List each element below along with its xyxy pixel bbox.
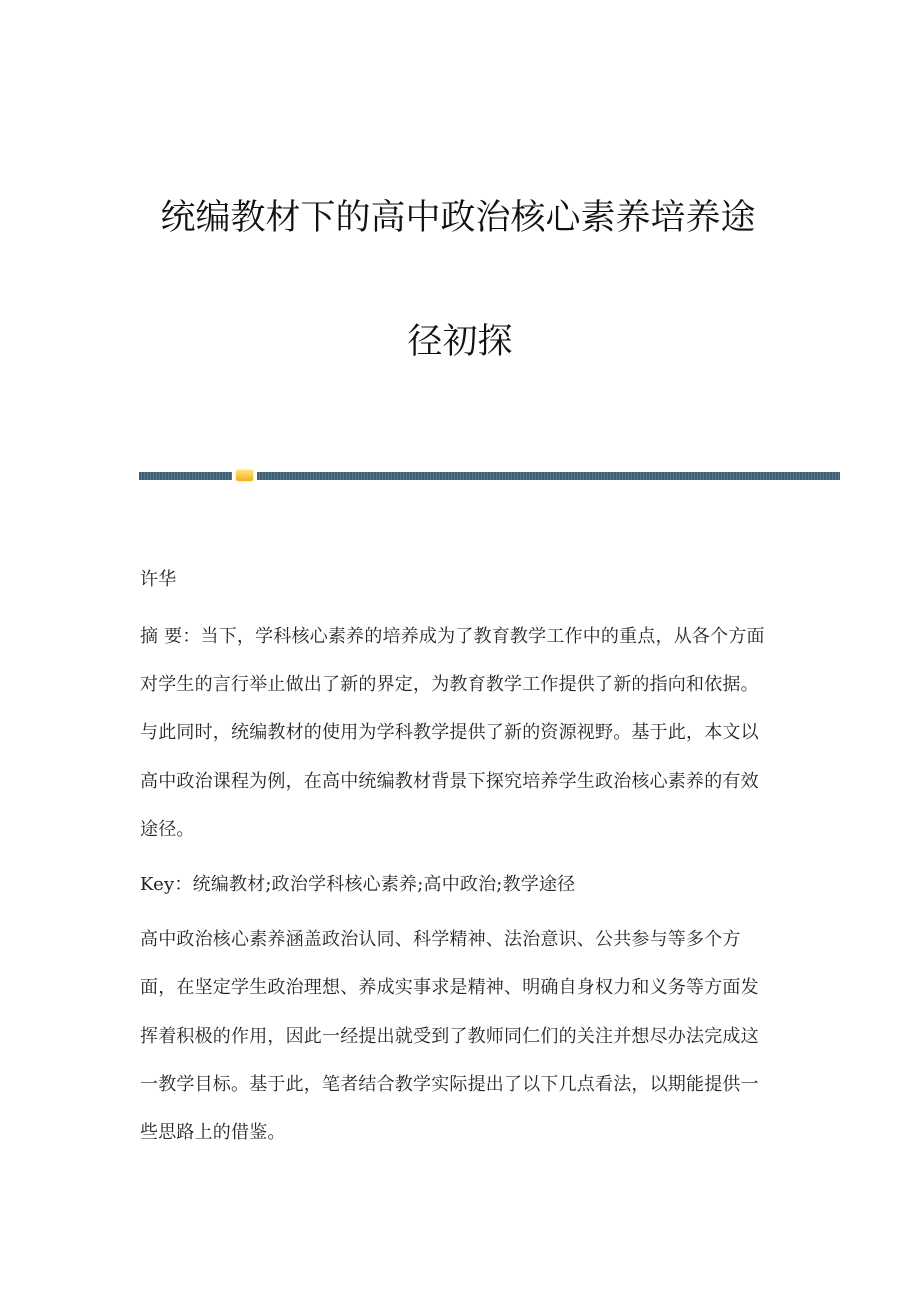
abstract-line: 高中政治课程为例，在高中统编教材背景下探究培养学生政治核心素养的有效 xyxy=(140,771,759,792)
body-line: 一教学目标。基于此，笔者结合教学实际提出了以下几点看法，以期能提供一 xyxy=(140,1074,759,1095)
body-line: 高中政治核心素养涵盖政治认同、科学精神、法治意识、公共参与等多个方 xyxy=(140,929,741,950)
document-title-line-2: 径初探 xyxy=(407,322,513,362)
abstract-line: 途径。 xyxy=(140,819,195,840)
abstract-line: 摘 要：当下，学科核心素养的培养成为了教育教学工作中的重点，从各个方面 xyxy=(140,626,765,647)
title-divider-left xyxy=(139,472,232,480)
body-line: 挥着积极的作用，因此一经提出就受到了教师同仁们的关注并想尽办法完成这 xyxy=(140,1026,759,1047)
title-divider-right xyxy=(257,472,840,480)
document-title-line-1: 统编教材下的高中政治核心素养培养途 xyxy=(160,198,756,238)
body-line: 面，在坚定学生政治理想、养成实事求是精神、明确自身权力和义务等方面发 xyxy=(140,977,759,998)
keywords: Key：统编教材;政治学科核心素养;高中政治;教学途径 xyxy=(140,874,576,895)
abstract-line: 与此同时，统编教材的使用为学科教学提供了新的资源视野。基于此，本文以 xyxy=(140,722,759,743)
abstract-line: 对学生的言行举止做出了新的界定，为教育教学工作提供了新的指向和依据。 xyxy=(140,674,759,695)
divider-ornament-icon xyxy=(236,470,253,481)
author: 许华 xyxy=(140,569,177,590)
body-line: 些思路上的借鉴。 xyxy=(140,1122,286,1143)
